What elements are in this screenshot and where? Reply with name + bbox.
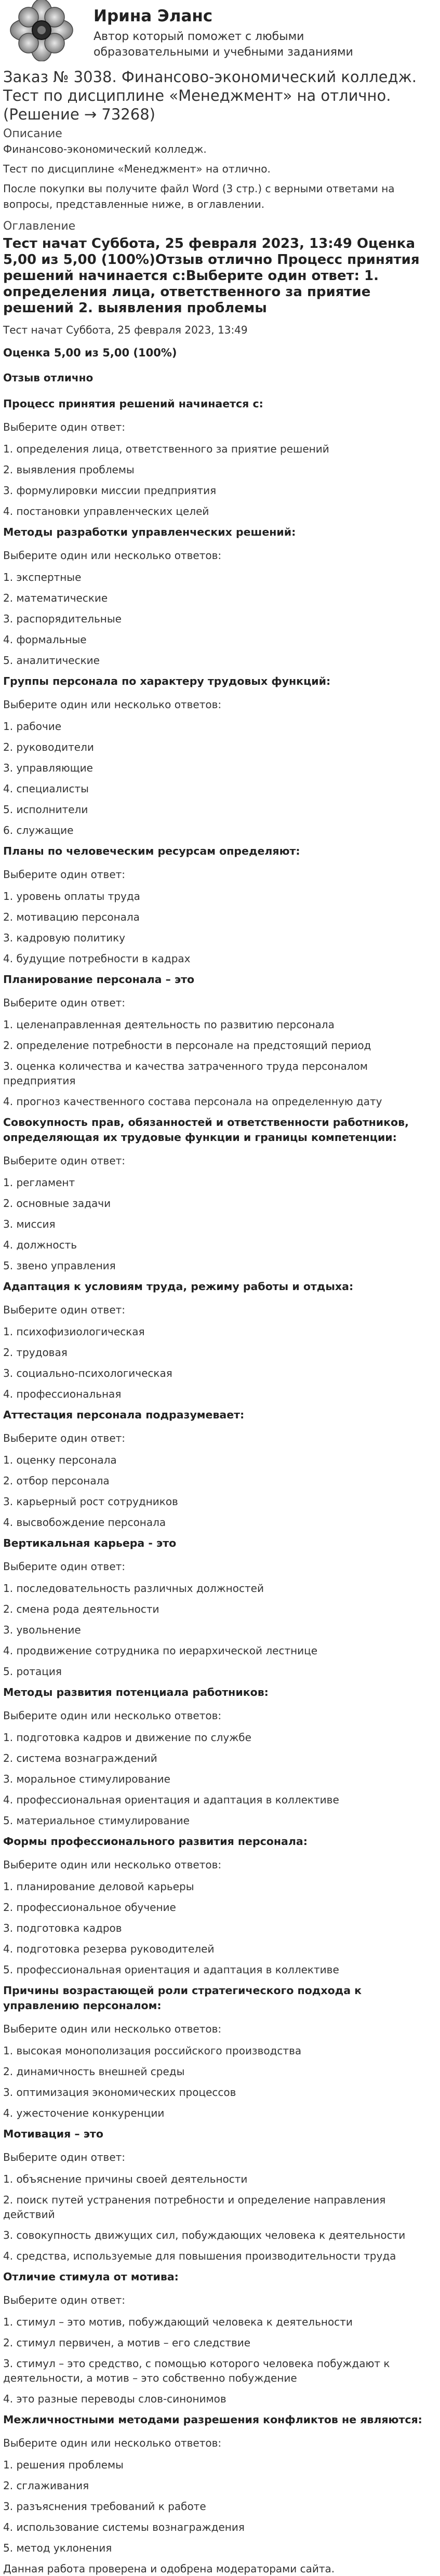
question-hint: Выберите один ответ: [3,2151,126,2163]
answer-option: 5. ротация [3,1665,62,1678]
answer-option: 3. моральное стимулирование [3,1773,170,1785]
flower-avatar-icon [0,0,82,61]
answer-option: 1. экспертные [3,571,82,583]
answer-option: 4. высвобождение персонала [3,1516,166,1529]
question-hint: Выберите один или несколько ответов: [3,1709,222,1722]
author-info [82,0,405,60]
answer-option: 3. карьерный рост сотрудников [3,1495,178,1508]
question-title: Процесс принятия решений начинается с: [3,397,263,410]
toc-heading: Оглавление [3,220,76,233]
answer-option: 1. стимул – это мотив, побуждающий человека к деятельности [3,2316,353,2328]
answer-option: 3. оптимизация экономических процессов [3,2086,236,2099]
question-title: Вертикальная карьера - это [3,1537,177,1549]
question-hint: Выберите один ответ: [3,1560,126,1573]
description-line: Тест по дисциплине «Менеджмент» на отлично. [3,163,271,175]
answer-option: 3. оценка количества и качества затраченного труда персоналом предприятия [3,1060,368,1087]
answer-option: 2. основные задачи [3,1197,111,1210]
question-title: Методы разработки управленческих решений: [3,526,296,538]
answer-option: 2. смена рода деятельности [3,1603,159,1615]
answer-option: 1. последовательность различных должностей [3,1582,264,1595]
question-hint: Выберите один или несколько ответов: [3,2437,222,2449]
answer-option: 1. решения проблемы [3,2459,124,2471]
answer-option: 2. мотивацию персонала [3,911,140,923]
answer-option: 3. стимул – это средство, с помощью которого человека побуждают к деятельности, а мотив – это собственно побуждение [3,2357,390,2384]
answer-option: 4. постановки управленческих целей [3,505,209,517]
moderation-note: Данная работа проверена и одобрена модераторами сайта. [3,2562,335,2575]
answer-option: 4. подготовка резерва руководителей [3,1943,215,1955]
answer-option: 3. миссия [3,1218,56,1230]
test-started: Тест начат Суббота, 25 февраля 2023, 13:49 [3,324,248,336]
question-block [3,1407,429,1530]
answer-option: 6. служащие [3,824,74,836]
answer-option: 2. сглаживания [3,2479,89,2492]
answer-option: 3. подготовка кадров [3,1922,122,1934]
answer-option: 3. совокупность движущих сил, побуждающих человека к деятельности [3,2229,406,2241]
question-hint: Выберите один ответ: [3,421,126,433]
answer-option: 2. поиск путей устранения потребности и определение направления действий [3,2194,386,2221]
answer-option: 2. определение потребности в персонале на предстоящий период [3,1039,371,1052]
answer-option: 4. использование системы вознаграждения [3,2521,245,2533]
answer-option: 4. прогноз качественного состава персонала на определенную дату [3,1095,382,1108]
question-title: Мотивация – это [3,2128,103,2140]
answer-option: 5. аналитические [3,654,100,667]
answer-option: 5. метод уклонения [3,2542,112,2554]
description-paragraph: После покупки вы получите файл Word (3 стр.) с верными ответами на вопросы, представленные ниже, в оглавлении. [3,182,395,210]
answer-option: 4. продвижение сотрудника по иерархической лестнице [3,1644,318,1657]
answer-option: 1. подготовка кадров и движение по службе [3,1731,251,1744]
question-title: Формы профессионального развития персонала: [3,1835,308,1848]
answer-option: 1. определения лица, ответственного за приятие решений [3,443,329,455]
answer-option: 4. должность [3,1239,77,1251]
answer-option: 2. профессиональное обучение [3,1901,176,1914]
question-list [3,396,429,2555]
question-hint: Выберите один ответ: [3,1154,126,1167]
question-hint: Выберите один или несколько ответов: [3,698,222,711]
question-title: Группы персонала по характеру трудовых функций: [3,675,331,687]
answer-option: 2. трудовая [3,1346,68,1359]
author-description: Автор который поможет с любыми образовательными и учебными заданиями [94,30,353,59]
answer-option: 5. профессиональная ориентация и адаптация в коллективе [3,1963,339,1976]
question-block [3,674,429,838]
question-title: Планирование персонала – это [3,973,195,986]
answer-option: 2. руководители [3,741,94,753]
question-block [3,1834,429,1977]
answer-option: 1. регламент [3,1176,75,1189]
answer-option: 2. отбор персонала [3,1475,110,1487]
answer-option: 1. планирование деловой карьеры [3,1880,194,1893]
question-title: Межличностными методами разрешения конфликтов не являются: [3,2413,422,2426]
answer-option: 5. исполнители [3,803,88,816]
answer-option: 1. психофизиологическая [3,1325,145,1338]
question-block [3,2269,429,2406]
answer-option: 3. увольнение [3,1624,81,1636]
question-hint: Выберите один или несколько ответов: [3,549,222,562]
answer-option: 2. математические [3,592,108,604]
answer-option: 3. формулировки миссии предприятия [3,484,217,497]
author-avatar[interactable] [0,0,82,61]
question-block [3,525,429,668]
question-title: Причины возрастающей роли стратегического подхода к управлению персоналом: [3,1984,362,2012]
answer-option: 1. оценку персонала [3,1454,117,1466]
question-block [3,1115,429,1273]
answer-option: 3. распорядительные [3,613,122,625]
answer-option: 5. материальное стимулирование [3,1814,190,1827]
question-block [3,844,429,966]
answer-option: 4. это разные переводы слов-синонимов [3,2393,226,2405]
answer-option: 4. специалисты [3,782,89,795]
question-hint: Выберите один или несколько ответов: [3,1858,222,1871]
question-hint: Выберите один ответ: [3,2294,126,2306]
author-name[interactable]: Ирина Эланс [94,7,213,25]
question-hint: Выберите один ответ: [3,1304,126,1316]
question-block [3,1983,429,2120]
answer-option: 2. динамичность внешней среды [3,2065,185,2078]
question-block [3,1685,429,1828]
feedback: Отзыв отлично [3,371,94,384]
toc-summary: Тест начат Суббота, 25 февраля 2023, 13:49 Оценка 5,00 из 5,00 (100%)Отзыв отлично Процесс принятия решений начинается с:Выберите один ответ: 1. определения лица, ответственного за приятие решений 2. выявления проблемы [3,236,420,316]
question-block [3,2127,429,2263]
answer-option: 2. система вознаграждений [3,1752,157,1764]
answer-option: 2. стимул первичен, а мотив – его следствие [3,2336,251,2349]
question-block [3,396,429,519]
answer-option: 1. целенаправленная деятельность по развитию персонала [3,1018,335,1031]
answer-option: 4. профессиональная ориентация и адаптация в коллективе [3,1794,339,1806]
question-hint: Выберите один или несколько ответов: [3,2023,222,2035]
question-title: Совокупность прав, обязанностей и ответственности работников, определяющая их трудовые функции и границы компетенции: [3,1116,409,1144]
question-hint: Выберите один ответ: [3,997,126,1009]
answer-option: 1. уровень оплаты труда [3,890,140,902]
description-heading: Описание [3,127,62,140]
answer-option: 1. высокая монополизация российского производства [3,2044,302,2057]
answer-option: 4. ужесточение конкуренции [3,2107,165,2119]
answer-option: 4. профессиональная [3,1388,122,1400]
question-hint: Выберите один ответ: [3,868,126,881]
question-hint: Выберите один ответ: [3,1432,126,1444]
question-title: Отличие стимула от мотива: [3,2270,179,2283]
question-block [3,972,429,1109]
answer-option: 5. звено управления [3,1259,116,1272]
description-line: Финансово-экономический колледж. [3,143,207,155]
question-title: Аттестация персонала подразумевает: [3,1409,245,1421]
grade: Оценка 5,00 из 5,00 (100%) [3,347,177,359]
answer-option: 3. кадровую политику [3,932,126,944]
answer-option: 3. социально-психологическая [3,1367,172,1379]
answer-option: 3. разъяснения требований к работе [3,2500,206,2513]
answer-option: 4. средства, используемые для повышения производительности труда [3,2250,396,2262]
author-card [3,0,429,61]
answer-option: 1. рабочие [3,720,62,733]
question-block [3,1536,429,1679]
answer-option: 4. формальные [3,633,87,646]
order-title: Заказ № 3038. Финансово-экономический колледж. Тест по дисциплине «Менеджмент» на отлично. (Решение → 73268) [3,68,417,123]
answer-option: 1. объяснение причины своей деятельности [3,2173,248,2185]
answer-option: 4. будущие потребности в кадрах [3,952,191,965]
answer-option: 3. управляющие [3,762,93,774]
question-title: Адаптация к условиям труда, режиму работы и отдыха: [3,1280,354,1293]
question-block [3,2412,429,2555]
question-title: Методы развития потенциала работников: [3,1686,269,1698]
question-title: Планы по человеческим ресурсам определяют: [3,845,300,857]
answer-option: 2. выявления проблемы [3,463,135,476]
question-block [3,1279,429,1401]
